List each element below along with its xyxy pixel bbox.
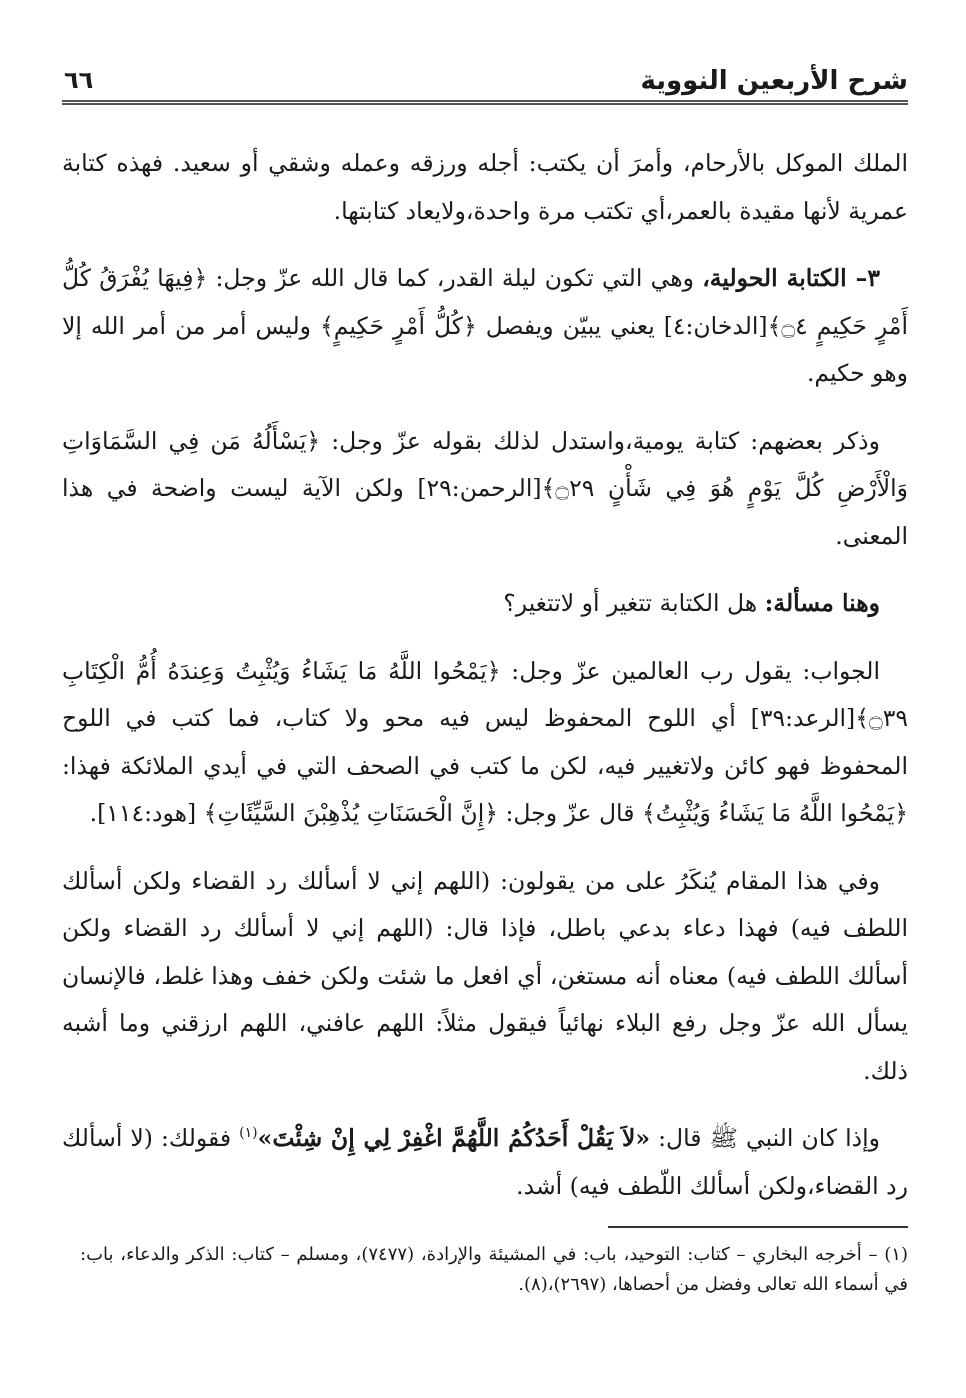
paragraph-5 [62, 648, 908, 838]
footnote-separator [608, 1226, 908, 1228]
question-text: هل الكتابة تتغير أو لاتتغير؟ [503, 589, 765, 617]
quran-quote: ﴿كُلُّ أَمْرٍ حَكِيمٍ﴾ [319, 311, 477, 340]
text-run: وهي التي تكون ليلة القدر، كما قال الله عزّ وجل: [207, 264, 703, 292]
text-run: قال عزّ وجل: [498, 799, 642, 827]
page-body [62, 140, 908, 1230]
hadith-quote: «لاَ يَقُلْ أَحَدُكُمُ اللَّهُمَّ اغْفِرْ لِي إِنْ شِئْتَ» [257, 1124, 651, 1152]
text-run: الجواب: يقول رب العالمين عزّ وجل: [500, 656, 881, 685]
text-run: [الرحمن:٢٩] ولكن الآية ليست واضحة في هذا المعنى. [62, 474, 908, 550]
page-number: ٦٦ [64, 66, 94, 94]
footnote: (١) – أخرجه البخاري – كتاب: التوحيد، باب: في المشيئة والإرادة، (٧٤٧٧)، ومسلم – كتاب: الذكر والدعاء، باب: في أسماء الله تعالى وفضل من أحصاها، (٢٦٩٧)،(٨). [80, 1244, 908, 1295]
text-run: وإذا كان النبي ﷺ قال: [650, 1124, 880, 1152]
text-run: وليس أمر من أمر الله إلا وهو حكيم. [62, 311, 908, 387]
text-run: [هود:١١٤]. [89, 799, 204, 827]
paragraph-3 [62, 418, 908, 561]
question-label: وهنا مسألة: [764, 589, 880, 617]
text-run: وذكر بعضهم: كتابة يومية،واستدل لذلك بقوله عزّ وجل: [320, 426, 880, 455]
paragraph-6: وفي هذا المقام يُنكَرُ على من يقولون: (اللهم إني لا أسألك رد القضاء ولكن أسألك اللطف فيه) فهذا دعاء بدعي باطل، فإذا قال: (اللهم إني لا أسألك رد القضاء ولكن أسألك اللطف فيه) معناه أنه مستغن، أي افعل ما شئت ولكن خفف وهذا غلط، فالإنسان يسأل الله عزّ وجل رفع البلاء نهائياً فيقول مثلاً: اللهم عافني، اللهم ارزقني وما أشبه ذلك. [62, 866, 908, 1085]
paragraph-4 [62, 580, 908, 628]
text-run: [الرعد:٣٩] أي اللوح المحفوظ ليس فيه محو ولا كتاب، فما كتب في اللوح المحفوظ فهو كائن ولاتغيير فيه، لكن ما كتب في الصحف التي في أيدي الملائكة فهذا: [62, 704, 908, 780]
quran-verse-raad: ﴿يَمْحُوا اللَّهُ مَا يَشَاءُ وَيُثْبِتُ وَعِندَهُ أُمُّ الْكِتَابِ ۝٣٩﴾ [62, 656, 908, 732]
book-title: شرح الأربعين النووية [640, 66, 908, 96]
section-3-heading: ٣– الكتابة الحولية، [702, 264, 880, 292]
running-header [62, 62, 908, 105]
quran-verse-dukhan: ﴿فِيهَا يُفْرَقُ كُلُّ أَمْرٍ حَكِيمٍ ۝٤﴾ [62, 264, 908, 340]
text-run: فقولك: (لا أسألك رد القضاء،ولكن أسألك اللّطف فيه) أشد. [62, 1124, 908, 1200]
footnote-ref[interactable]: (١) [239, 1125, 258, 1142]
quran-verse-rahman: ﴿يَسْأَلُهُ مَن فِي السَّمَاوَاتِ وَالْأَرْضِ كُلَّ يَوْمٍ هُوَ فِي شَأْنٍ ۝٢٩﴾ [62, 426, 908, 502]
quran-quote: ﴿يَمْحُوا اللَّهُ مَا يَشَاءُ وَيُثْبِتُ﴾ [641, 799, 908, 827]
text-run: [الدخان:٤] يعني يبيّن ويفصل [476, 311, 768, 340]
paragraph-7 [62, 1115, 908, 1210]
quran-verse-hud: ﴿إِنَّ الْحَسَنَاتِ يُذْهِبْنَ السَّيِّئَاتِ﴾ [203, 799, 498, 827]
paragraph-2 [62, 255, 908, 398]
paragraph-1: الملك الموكل بالأرحام، وأمرَ أن يكتب: أجله ورزقه وعمله وشقي أو سعيد. فهذه كتابة عمرية لأنها مقيدة بالعمر،أي تكتب مرة واحدة،ولايعاد كتابتها. [62, 149, 908, 225]
